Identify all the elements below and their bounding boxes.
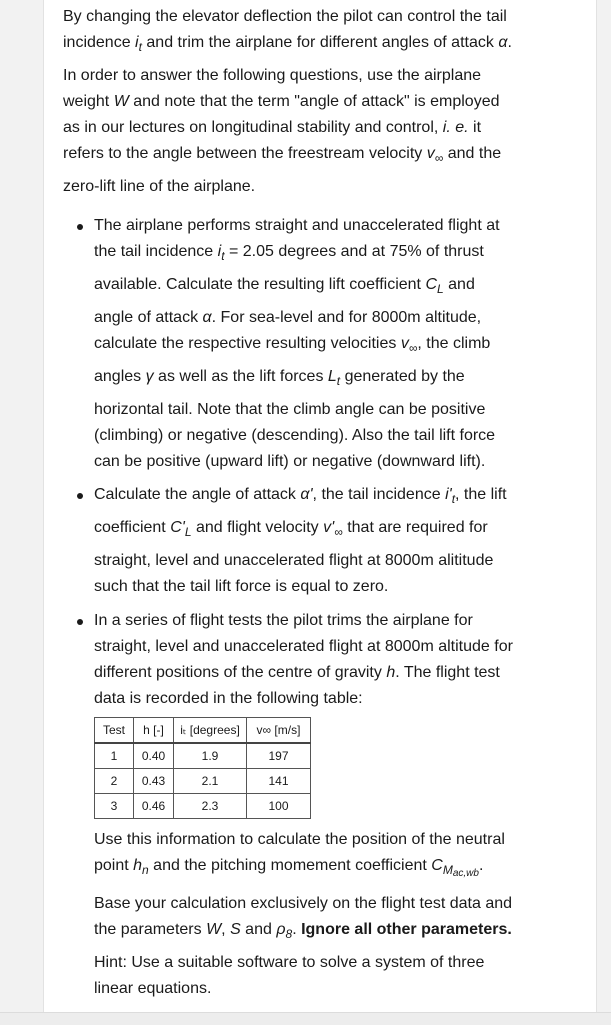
table-cell: 0.40	[134, 743, 174, 769]
table-cell: 3	[95, 794, 134, 819]
para2-line-1: In order to answer the following questions, use the airplane	[63, 67, 482, 84]
after-line-4: the parameters W, S and $\rho_8$. Ignore all other parameters.	[94, 921, 512, 941]
para2-line-5: zero-lift line of the airplane.	[63, 178, 256, 195]
after-line-6: linear equations.	[94, 980, 212, 997]
bullet1-line-7: horizontal tail. Note that the climb angle can be positive	[94, 401, 486, 418]
intro-line-2: incidence $i_t$ and trim the airplane for different angles of attack α.	[63, 34, 512, 54]
bullet3-line-1: In a series of flight tests the pilot trims the airplane for	[94, 612, 473, 629]
bullet3-line-2: straight, level and unaccelerated flight at 8000m altitude for	[94, 638, 513, 655]
para2-line-3: as in our lectures on longitudinal stability and control, i. e. it	[63, 119, 482, 136]
table-header-cell: Test	[95, 718, 134, 744]
table-row	[95, 769, 311, 794]
after-line-1: Use this information to calculate the position of the neutral	[94, 831, 505, 848]
flight-test-table	[94, 717, 311, 819]
bullet1-line-2: the tail incidence $i_t = 2.05$ degrees and at 75% of thrust	[94, 243, 484, 263]
bullet2-line-1: Calculate the angle of attack α', the tail incidence $i'_t$, the lift	[94, 486, 507, 506]
after-line-3: Base your calculation exclusively on the flight test data and	[94, 895, 513, 912]
table-cell: 0.43	[134, 769, 174, 794]
table-cell: 1	[95, 743, 134, 769]
bullet1-line-8: (climbing) or negative (descending). Also the tail lift force	[94, 427, 496, 444]
table-header-cell: v∞ [m/s]	[247, 718, 311, 744]
bullet1-line-9: can be positive (upward lift) or negative (downward lift).	[94, 453, 486, 470]
bullet1-line-1: The airplane performs straight and unaccelerated flight at	[94, 217, 500, 234]
table-cell: 2.3	[174, 794, 247, 819]
bullet-2-dot	[77, 493, 83, 499]
bullet2-line-3: straight, level and unaccelerated flight at 8000m alititude	[94, 552, 494, 569]
bullet1-line-5: calculate the respective resulting velocities $v_\infty$, the climb	[94, 335, 491, 355]
bullet1-line-3: available. Calculate the resulting lift coefficient $C_L$ and	[94, 276, 475, 296]
bullet2-line-2: coefficient $C'_L$ and flight velocity $v'_\infty$ that are required for	[94, 519, 488, 539]
intro-line-1: By changing the elevator deflection the pilot can control the tail	[63, 8, 507, 25]
para2-line-2: weight W and note that the term "angle of attack" is employed	[63, 93, 500, 110]
table-cell: 1.9	[174, 743, 247, 769]
table-cell: 2	[95, 769, 134, 794]
bullet-1-dot	[77, 224, 83, 230]
table-cell: 100	[247, 794, 311, 819]
bullet2-line-4: such that the tail lift force is equal to zero.	[94, 578, 389, 595]
bottom-scroll-area	[0, 1012, 611, 1025]
table-header-cell: iₜ [degrees]	[174, 718, 247, 744]
table-cell: 2.1	[174, 769, 247, 794]
bullet-3-dot	[77, 619, 83, 625]
after-line-5: Hint: Use a suitable software to solve a system of three	[94, 954, 485, 971]
table-header-row	[95, 718, 311, 744]
table-cell: 0.46	[134, 794, 174, 819]
bullet1-line-6: angles γ as well as the lift forces $L_t$ generated by the	[94, 368, 465, 388]
bullet3-line-4: data is recorded in the following table:	[94, 690, 363, 707]
table-header-cell: h [-]	[134, 718, 174, 744]
bullet3-line-3: different positions of the centre of gravity h. The flight test	[94, 664, 500, 681]
table-row	[95, 743, 311, 769]
para2-line-4: refers to the angle between the freestream velocity $v_\infty$ and the	[63, 145, 502, 165]
table-row	[95, 794, 311, 819]
table-cell: 197	[247, 743, 311, 769]
bullet1-line-4: angle of attack α. For sea-level and for 8000m altitude,	[94, 309, 482, 326]
table-cell: 141	[247, 769, 311, 794]
after-line-2: point $h_n$ and the pitching momement coefficient $C_{Mac,wb}$.	[94, 857, 484, 879]
